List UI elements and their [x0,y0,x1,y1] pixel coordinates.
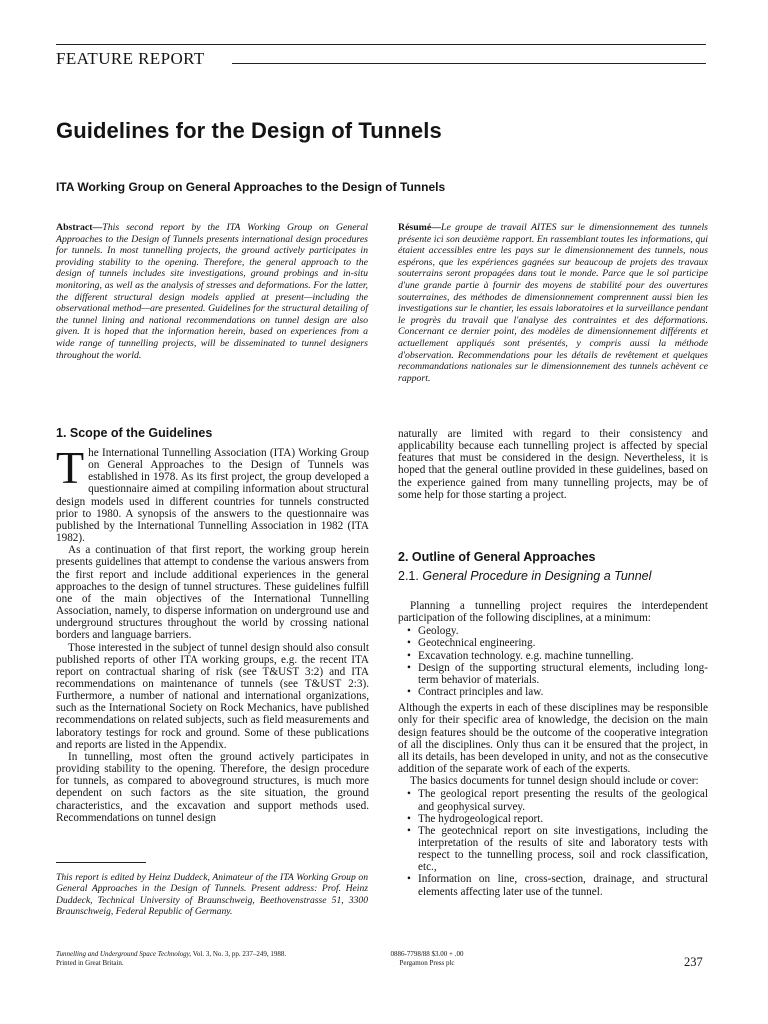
paragraph-text: he International Tunnelling Association (ITA) Working Group on General Approaches to the Design of Tunnels was established in 1978. As its first project, the group developed a questionnaire aimed at compiling information about structural design models used in different countries for tunnels constructed prior to 1980. A synopsis of the answers to the questionnaire was published by the International Tunnelling Association in 1982 (ITA 1982). [56,447,369,545]
issn: 0886-7798/88 $3.00 + .00 [390,950,464,958]
section-1-continued: naturally are limited with regard to their consistency and applicability because each tunnelling project is affected by special features that must be considered in the design. Nevertheless, it is hoped that the general outline provided in these guidelines, based on the experience gained from many tunnelling projects, may be of some help for those starting a project. [398,428,708,501]
header-rule [232,63,706,64]
printed-note: Printed in Great Britain. [56,959,124,967]
drop-cap: T [56,442,85,493]
feature-report-header [56,44,706,70]
subsection-2-1-heading [398,569,651,584]
left-column-body [56,442,369,824]
resume-lead: Résumé— [398,222,441,233]
list-item: • Geotechnical engineering. [407,637,708,649]
section-2-paragraph-3: The basics documents for tunnel design should include or cover: [410,775,699,788]
disciplines-list [398,625,708,698]
journal-volume: Vol. 3, No. 3, pp. 237–249, 1988. [191,950,287,958]
page-number: 237 [684,955,703,969]
article-subtitle: ITA Working Group on General Approaches to the Design of Tunnels [56,180,446,194]
right-column-continuation [398,428,708,501]
list-item: • Design of the supporting structural elements, including long-term behavior of materials. [407,662,708,686]
section-1-heading: 1. Scope of the Guidelines [56,426,213,440]
list-item: • Excavation technology. e.g. machine tunnelling. [407,650,708,662]
list-item: • The hydrogeological report. [407,813,708,825]
article-title: Guidelines for the Design of Tunnels [56,118,442,143]
section-1-paragraph-1 [56,442,369,545]
documents-list [398,788,708,897]
section-2-paragraph-2: Although the experts in each of these disciplines may be responsible only for their specific area of knowledge, the decision on the main design features should be the outcome of the cooperative integration of all the disciplines. Only thus can it be ensured that the project, in all its details, has been developed in unity, and not as the consecutive addition of the separate work of each of the experts. [398,702,708,776]
feature-report-label: FEATURE REPORT [56,49,209,69]
section-2-intro: Planning a tunnelling project requires the interdependent participation of the following disciplines, at a minimum: [398,600,708,625]
abstract-english [56,222,368,361]
list-item: • Information on line, cross-section, drainage, and structural elements affecting later use of the tunnel. [407,873,708,897]
section-1-paragraph-4: In tunnelling, most often the ground actively participates in providing stability to the opening. Therefore, the design procedure for tunnels, as compared to aboveground structures, is much more dependent on such factors as the site situation, the ground characteristics, and the excavation and support methods used. Recommendations on tunnel design [56,750,369,824]
list-item: • Contract principles and law. [407,686,708,698]
section-2-heading: 2. Outline of General Approaches [398,550,596,564]
section-1-paragraph-2: As a continuation of that first report, the working group herein presents guidelines that attempt to condense the various answers from the first report and include additional experiences in the general approaches to the design of tunnel structures. These guidelines fulfill one of the main objectives of the International Tunnelling Association, namely, to disperse information on underground use and underground structures throughout the world by crossing national borders and language barriers. [56,544,369,642]
abstract-lead: Abstract— [56,222,103,233]
abstract-text: This second report by the ITA Working Group on General Approaches to the Design of Tunnels presents international design procedures for tunnels. In most tunnelling projects, the ground actively participates in providing stability to the opening. Therefore, the general approach to the design of tunnels includes site investigations, ground probings and in-situ monitoring, as well as the analysis of stresses and deformations. For the latter, the different structural design models applied at present—including the observational method—are presented. Guidelines for the structural detailing of the tunnel lining and national recommendations on tunnel design are also given. It is hoped that the information herein, based on experiences from a wide range of tunnelling projects, will be disseminated to tunnel designers throughout the world. [56,222,368,361]
abstract-french [398,222,708,384]
resume-text: Le groupe de travail AITES sur le dimensionnement des tunnels présente ici son deuxième rapport. En rassemblant toutes les informations, qui étaient accessibles entre les pays sur le dimensionnement des tunnels, nous espérons, que les expériences gagnées sur beaucoup de projets des travaux souterrains seront propagées dans tout le monde. Parce que le sol participe d'une grande partie à fournir des moyens de stabilité pour des ouvertures souterraines, des méthodes de dimensionnement comprennent aussi bien les investigations sur le chantier, les essais laboratoires et la surveillance pendant le progrès du travail que l'analyse des contraintes et des déformations. Concernant ce dernier point, des modèles de dimensionnement différents et actuellement appliqués sont présentés, y compris aussi la méthode d'observation. Recommendations pour les détails de revêtement et quelques recommandations nationales sur le dimensionnement des tunnels achèvent ce rapport. [398,222,708,384]
list-item: • Geology. [407,625,708,637]
right-column-body [398,600,708,902]
issn-block [372,950,482,968]
list-item: • The geological report presenting the results of the geological and geophysical survey. [407,788,708,812]
list-item: • The geotechnical report on site investigations, including the interpretation of the results of site and laboratory tests with respect to the tunnelling process, soil and rock classification, etc., [407,825,708,874]
header-top-rule [56,44,706,45]
journal-citation [56,950,376,968]
subsection-number: 2.1. [398,569,419,583]
publisher: Pergamon Press plc [399,959,455,967]
section-1-paragraph-3: Those interested in the subject of tunnel design should also consult published reports of other ITA working groups, e.g. the recent ITA report on contractual sharing of risk (see T&UST 3:2) and ITA recommendations on maintenance of tunnels (see T&UST 2:3). Furthermore, a number of national and international organizations, such as the International Society on Rock Mechanics, have published recommendations on related subjects, such as field measurements and laboratory testings for rock and ground. Some of these publications and reports are listed in the Appendix. [56,641,369,751]
subsection-title: General Procedure in Designing a Tunnel [422,569,652,583]
journal-name: Tunnelling and Underground Space Technology, [56,950,192,958]
editor-footnote: This report is edited by Heinz Duddeck, Animateur of the ITA Working Group on General Approaches in the Design of Tunnels. Present address: Prof. Heinz Duddeck, Technical University of Braunschweig, Beethovenstrasse 51, 3300 Braunschweig, Federal Republic of Germany. [56,872,368,918]
footnote-rule [56,862,146,863]
